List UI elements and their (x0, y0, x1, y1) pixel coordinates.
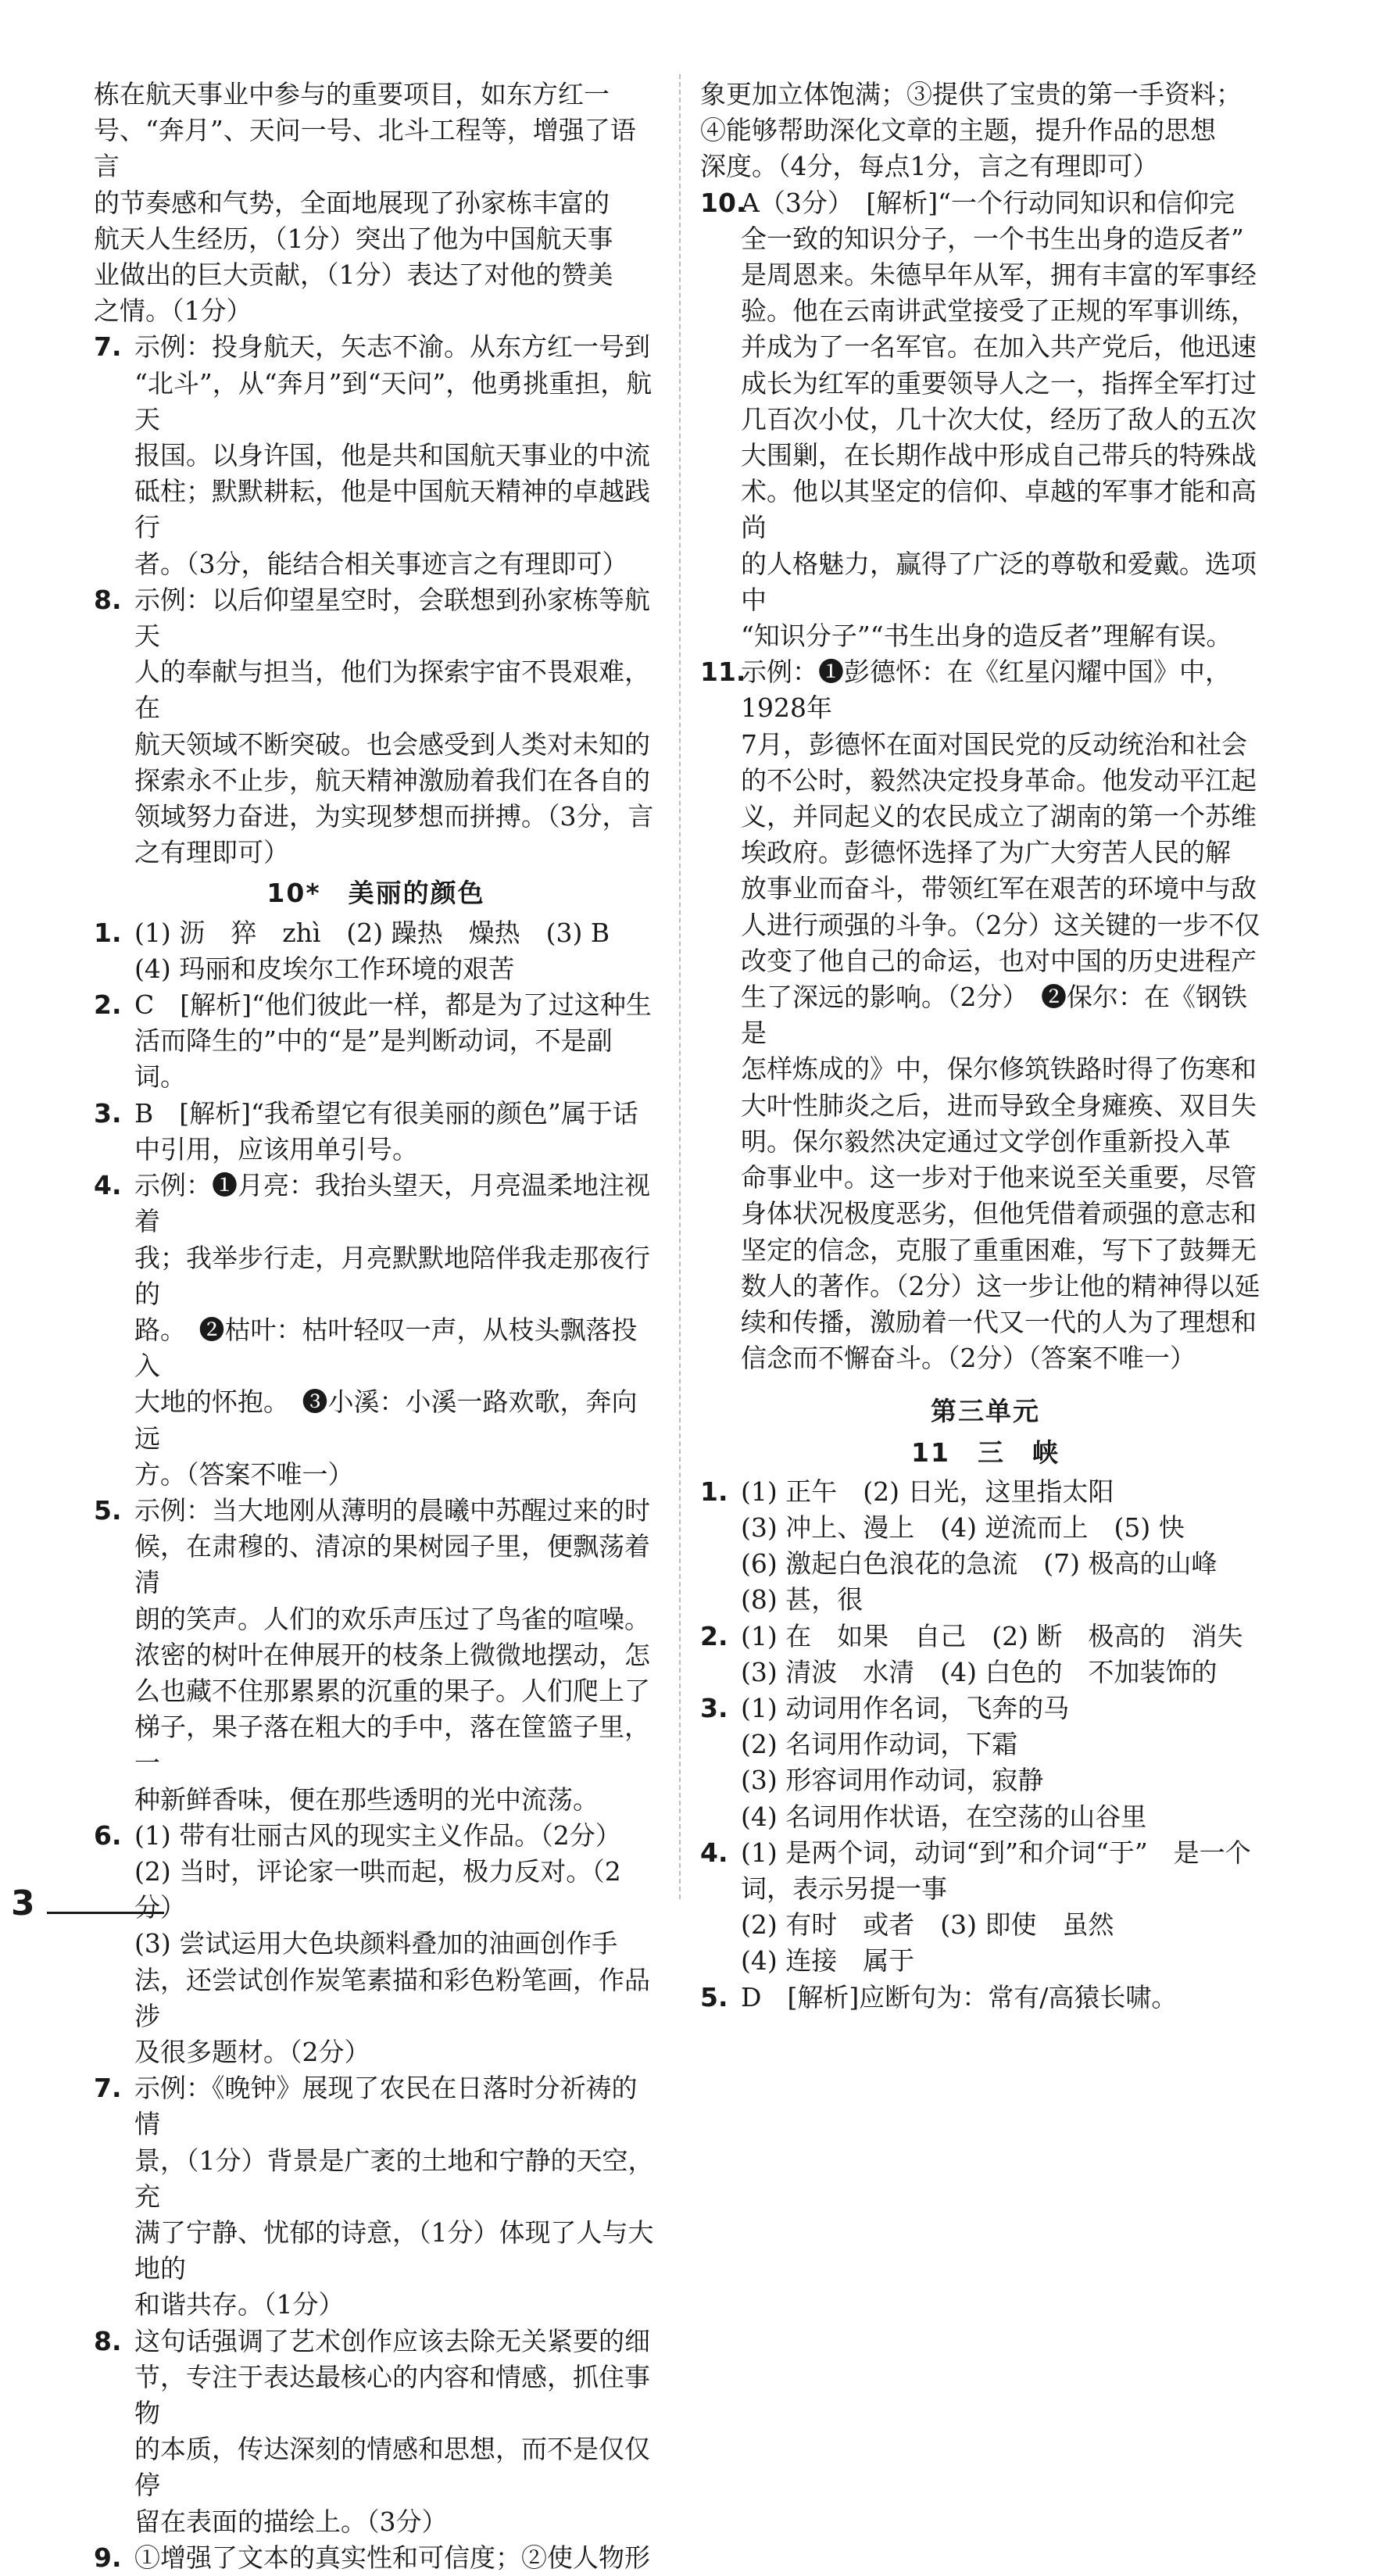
question-number: 8. (94, 2325, 122, 2356)
text-line: 深度。（4分，每点1分，言之有理即可） (700, 151, 1159, 182)
text-line: 么也藏不住那累累的沉重的果子。人们爬上了 (134, 1675, 650, 1706)
text-line: (4) 名词用作状语，在空荡的山谷里 (741, 1801, 1147, 1832)
text-line: 身体状况极度恶劣，但他凭借着顽强的意志和 (741, 1198, 1257, 1229)
text-line: 术。他以其坚定的信仰、卓越的军事才能和高尚 (741, 476, 1257, 543)
answer-text (741, 1980, 1271, 2016)
answer-text (741, 185, 1271, 655)
text-line: 的节奏感和气势，全面地展现了孙家栋丰富的 (94, 187, 610, 218)
text-line: 人的奉献与担当，他们为探索宇宙不畏艰难，在 (134, 657, 650, 724)
answer-text (134, 915, 658, 987)
text-line: 的不公时，毅然决定投身革命。他发动平江起 (741, 764, 1257, 796)
question-number: 2. (94, 989, 122, 1021)
text-line: 示例：❶彭德怀：在《红星闪耀中国》中，1928年 (741, 657, 1231, 724)
lesson-heading-11: 11 三 峡 (911, 1436, 1060, 1468)
answer-text (741, 654, 1271, 1376)
question-number: 6. (94, 1819, 122, 1851)
text-line: 探索永不止步，航天精神激励着我们在各自的 (134, 764, 650, 796)
text-line: 改变了他自己的命运，也对中国的历史进程产 (741, 945, 1257, 976)
text-line: 之情。（1分） (94, 295, 252, 327)
question-number: 7. (94, 331, 122, 363)
text-line: 我；我举步行走，月亮默默地陪伴我走那夜行的 (134, 1242, 650, 1309)
text-line: 之有理即可） (134, 837, 289, 868)
text-line: 航天领域不断突破。也会感受到人类对未知的 (134, 728, 650, 760)
answer-item (700, 1619, 1271, 1690)
answer-text (134, 2540, 658, 2576)
text-line: 坚定的信念，克服了重重困难，写下了鼓舞无 (741, 1234, 1257, 1265)
question-number: 1. (700, 1476, 728, 1507)
text-line: 续和传播，激励着一代又一代的人为了理想和 (741, 1306, 1257, 1337)
question-number: 5. (700, 1981, 728, 2012)
question-number: 10. (700, 187, 746, 218)
answer-item (94, 915, 658, 987)
text-line: 大围剿，在长期作战中形成自己带兵的特殊战 (741, 440, 1257, 471)
answer-item (94, 2540, 658, 2576)
answer-item (94, 1168, 658, 1493)
text-line: 的本质，传达深刻的情感和思想，而不是仅仅停 (134, 2434, 650, 2501)
text-line: C [解析]“他们彼此一样，都是为了过这种生 (134, 989, 652, 1021)
text-line: 栋在航天事业中参与的重要项目，如东方红一 (94, 79, 610, 109)
answer-text (134, 2324, 658, 2540)
text-line: 数人的著作。（2分）这一步让他的精神得以延 (741, 1270, 1260, 1301)
text-line: (2) 当时，评论家一哄而起，极力反对。（2分） (134, 1855, 621, 1923)
text-line: (3) 尝试运用大色块颜料叠加的油画创作手 (134, 1928, 618, 1959)
text-line: 生了深远的影响。（2分） ❷保尔：在《钢铁是 (741, 982, 1247, 1049)
text-line: 号、“奔月”、天问一号、北斗工程等，增强了语言 (94, 115, 636, 182)
text-line: 信念而不懈奋斗。（2分）（答案不唯一） (741, 1343, 1196, 1374)
answer-text (741, 1835, 1271, 1980)
answer-text (741, 1474, 1271, 1619)
right-answer-list-b (700, 1474, 1271, 2016)
text-line: 义，并同起义的农民成立了湖南的第一个苏维 (741, 801, 1257, 832)
text-line: (8) 甚，很 (741, 1584, 863, 1615)
text-line: 航天人生经历，（1分）突出了他为中国航天事 (94, 223, 613, 254)
answer-item (94, 1493, 658, 1818)
question-number: 1. (94, 917, 122, 948)
text-line: 法，还尝试创作炭笔素描和彩色粉笔画，作品涉 (134, 1964, 650, 2031)
column-divider (679, 74, 681, 1899)
text-line: “北斗”，从“奔月”到“天问”，他勇挑重担，航天 (134, 367, 653, 435)
text-line: 活而降生的”中的“是”是判断动词，不是副词。 (134, 1025, 613, 1093)
text-line: 者。（3分，能结合相关事迹言之有理即可） (134, 548, 628, 579)
answer-text (741, 1690, 1271, 1835)
right-intro-paragraph (700, 77, 1271, 185)
answer-item (94, 987, 658, 1096)
answer-text (134, 2070, 658, 2323)
text-line: (1) 带有壮丽古风的现实主义作品。（2分） (134, 1819, 621, 1851)
text-line: 领域努力奋进，为实现梦想而拼搏。（3分，言 (134, 801, 654, 832)
text-line: (6) 激起白色浪花的急流 (7) 极高的山峰 (741, 1548, 1217, 1580)
text-line: 放事业而奋斗，带领红军在艰苦的环境中与敌 (741, 873, 1257, 904)
footer-rule (47, 1912, 164, 1914)
text-line: (2) 有时 或者 (3) 即使 虽然 (741, 1909, 1114, 1941)
text-line: 示例：❶月亮：我抬头望天，月亮温柔地注视着 (134, 1170, 650, 1237)
text-line: 大地的怀抱。 ❸小溪：小溪一路欢歌，奔向远 (134, 1386, 638, 1454)
answer-item (700, 185, 1271, 655)
text-line: 示例：投身航天，矢志不渝。从东方红一号到 (134, 331, 650, 363)
question-number: 3. (94, 1097, 122, 1129)
text-line: 节，专注于表达最核心的内容和情感，抓住事物 (134, 2361, 650, 2428)
text-line: 怎样炼成的》中，保尔修筑铁路时得了伤寒和 (741, 1054, 1257, 1085)
text-line: 报国。以身许国，他是共和国航天事业的中流 (134, 440, 650, 471)
text-line: 成长为红军的重要领导人之一，指挥全军打过 (741, 367, 1257, 399)
text-line: B [解析]“我希望它有很美丽的颜色”属于话 (134, 1097, 638, 1129)
answer-item (700, 1474, 1271, 1619)
text-line: 全一致的知识分子，一个书生出身的造反者” (741, 223, 1244, 254)
answer-item (700, 654, 1271, 1376)
question-number: 9. (94, 2542, 122, 2573)
text-line: 和谐共存。（1分） (134, 2289, 345, 2320)
question-number: 8. (94, 584, 122, 615)
left-answer-list-b (94, 915, 658, 2576)
right-answer-list-a (700, 185, 1271, 1377)
text-line: 人进行顽强的斗争。（2分）这关键的一步不仅 (741, 909, 1260, 940)
text-line: D [解析]应断句为：常有/高猿长啸。 (741, 1981, 1178, 2012)
text-line: 并成为了一名军官。在加入共产党后，他迅速 (741, 331, 1257, 363)
answer-item (94, 1818, 658, 2070)
answer-text (134, 329, 658, 581)
answer-text (134, 1493, 658, 1818)
text-line: (3) 形容词用作动词，寂静 (741, 1765, 1044, 1796)
answer-text (741, 1619, 1271, 1690)
text-line: 命事业中。这一步对于他来说至关重要，尽管 (741, 1162, 1257, 1193)
text-line: (1) 是两个词，动词“到”和介词“于” 是一个 (741, 1837, 1251, 1868)
text-line: 示例：《晚钟》展现了农民在日落时分祈祷的情 (134, 2073, 638, 2140)
text-line: (4) 玛丽和皮埃尔工作环境的艰苦 (134, 953, 515, 984)
answer-item (700, 1835, 1271, 1980)
text-line: (2) 名词用作动词，下霜 (741, 1729, 1018, 1760)
text-line: 朗的笑声。人们的欢乐声压过了鸟雀的喧噪。 (134, 1603, 650, 1634)
text-line: (1) 在 如果 自己 (2) 断 极高的 消失 (741, 1620, 1243, 1651)
text-line: (1) 正午 (2) 日光，这里指太阳 (741, 1476, 1114, 1507)
text-line: 埃政府。彭德怀选择了为广大穷苦人民的解 (741, 837, 1231, 868)
text-line: 砥柱；默默耕耘，他是中国航天精神的卓越践行 (134, 476, 650, 543)
answer-text (134, 987, 658, 1096)
answer-text (134, 1096, 658, 1168)
left-column (94, 77, 658, 2576)
text-line: 几百次小仗，几十次大仗，经历了敌人的五次 (741, 403, 1257, 435)
lesson-heading-10: 10* 美丽的颜色 (266, 878, 485, 909)
text-line: 留在表面的描绘上。（3分） (134, 2506, 448, 2537)
answer-item (94, 329, 658, 581)
question-number: 5. (94, 1494, 122, 1526)
text-line: A（3分） [解析]“一个行动同知识和信仰完 (741, 187, 1235, 218)
text-line: 象更加立体饱满；③提供了宝贵的第一手资料； (700, 79, 1242, 109)
text-line: 示例：以后仰望星空时，会联想到孙家栋等航天 (134, 584, 650, 652)
text-line: (3) 清波 水清 (4) 白色的 不加装饰的 (741, 1656, 1217, 1687)
text-line: 示例：当大地刚从薄明的晨曦中苏醒过来的时 (134, 1494, 650, 1526)
text-line: 中引用，应该用单引号。 (134, 1133, 418, 1165)
text-line: “知识分子”“书生出身的造反者”理解有误。 (741, 621, 1232, 652)
question-number: 4. (700, 1837, 728, 1868)
right-column (700, 77, 1271, 2016)
text-line: 验。他在云南讲武堂接受了正规的军事训练， (741, 295, 1257, 327)
page-number: 3 (11, 1884, 35, 1923)
text-line: 梯子，果子落在粗大的手中，落在筐篮子里，一 (134, 1712, 650, 1779)
text-line: 大叶性肺炎之后，进而导致全身瘫痪、双目失 (741, 1089, 1257, 1121)
text-line: 业做出的巨大贡献，（1分）表达了对他的赞美 (94, 259, 613, 291)
text-line: 的人格魅力，赢得了广泛的尊敬和爱戴。选项中 (741, 548, 1257, 615)
text-line: 路。 ❷枯叶：枯叶轻叹一声，从枝头飘落投入 (134, 1314, 638, 1382)
question-number: 4. (94, 1170, 122, 1201)
text-line: 7月，彭德怀在面对国民党的反动统治和社会 (741, 728, 1247, 760)
answer-item (94, 1096, 658, 1168)
text-line: (1) 动词用作名词，飞奔的马 (741, 1692, 1070, 1723)
text-line: 方。（答案不唯一） (134, 1458, 354, 1490)
left-intro-paragraph (94, 77, 658, 329)
answer-item (700, 1980, 1271, 2016)
left-answer-list-a (94, 329, 658, 871)
answer-item (94, 2070, 658, 2323)
answer-item (700, 1690, 1271, 1835)
text-line: 及很多题材。（2分） (134, 2036, 370, 2067)
answer-item (94, 582, 658, 871)
unit-heading: 第三单元 (931, 1396, 1040, 1427)
text-line: 候，在肃穆的、清凉的果树园子里，便飘荡着清 (134, 1531, 650, 1598)
question-number: 7. (94, 2073, 122, 2104)
text-line: 是周恩来。朱德早年从军，拥有丰富的军事经 (741, 259, 1257, 291)
question-number: 11. (700, 657, 746, 688)
text-line: 词，表示另提一事 (741, 1873, 947, 1904)
text-line: 景，（1分）背景是广袤的土地和宁静的天空，充 (134, 2145, 654, 2212)
text-line: 满了宁静、忧郁的诗意，（1分）体现了人与大地的 (134, 2216, 654, 2284)
answer-text (134, 1818, 658, 2070)
text-line: (1) 沥 猝 zhì (2) 躁热 燥热 (3) B (134, 917, 610, 948)
text-line: 种新鲜香味，便在那些透明的光中流荡。 (134, 1784, 599, 1815)
answer-text (134, 1168, 658, 1493)
text-line: 浓密的树叶在伸展开的枝条上微微地摆动，怎 (134, 1639, 650, 1670)
text-line: ①增强了文本的真实性和可信度；②使人物形 (134, 2542, 650, 2573)
answer-item (94, 2324, 658, 2540)
text-line: 这句话强调了艺术创作应该去除无关紧要的细 (134, 2325, 650, 2356)
question-number: 3. (700, 1692, 728, 1723)
text-line: (4) 连接 属于 (741, 1945, 915, 1977)
answer-text (134, 582, 658, 871)
text-line: ④能够帮助深化文章的主题，提升作品的思想 (700, 115, 1216, 146)
text-line: 明。保尔毅然决定通过文学创作重新投入革 (741, 1125, 1231, 1157)
question-number: 2. (700, 1620, 728, 1651)
text-line: (3) 冲上、漫上 (4) 逆流而上 (5) 快 (741, 1512, 1185, 1543)
